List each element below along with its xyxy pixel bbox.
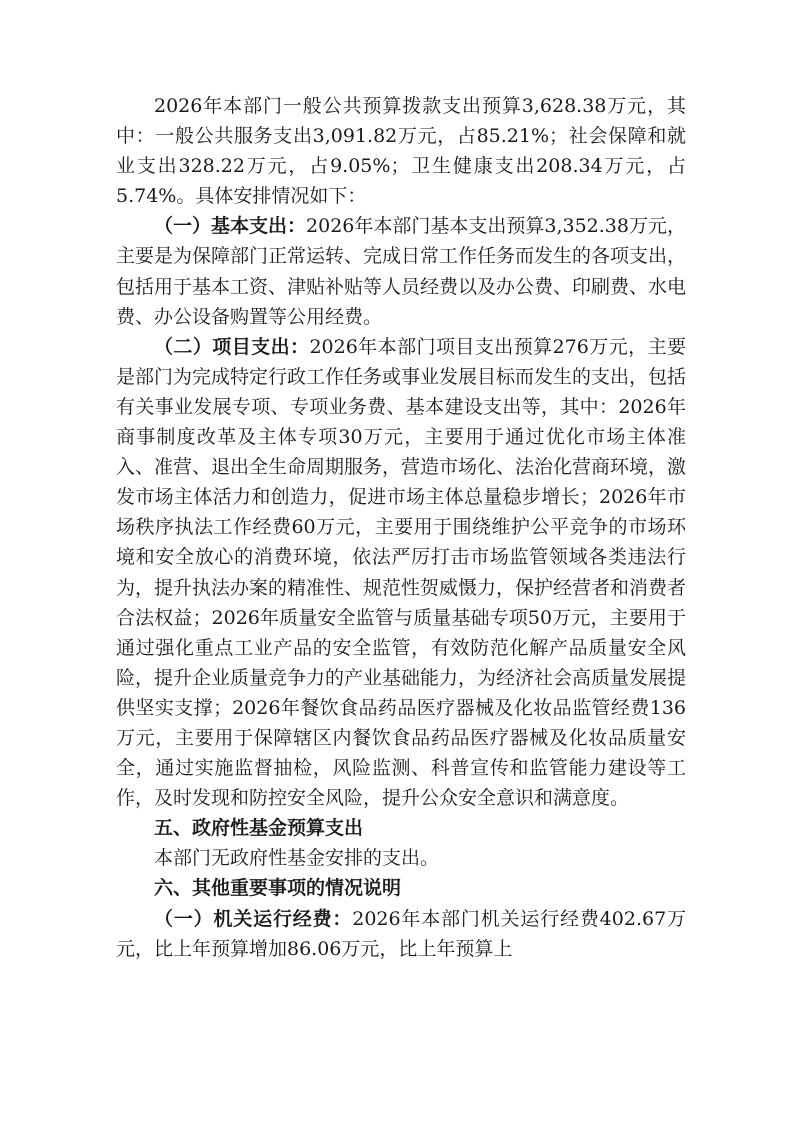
section-5-heading: 五、政府性基金预算支出 — [154, 817, 364, 840]
project-expenditure-lead: （二）项目支出： — [154, 335, 310, 358]
basic-expenditure-paragraph — [116, 211, 686, 331]
budget-summary-paragraph — [116, 91, 686, 211]
project-expenditure-text: 2026年本部门项目支出预算276万元，主要是部门为完成特定行政工作任务或事业发展目标而发生的支出，包括有关事业发展专项、专项业务费、基本建设支出等，其中：2026年商事制度改革及主体专项30万元，主要用于通过优化市场主体准入、准营、退出全生命周期服务，营造市场化、法治化营商环境，激发市场主体活力和创造力，促进市场主体总量稳步增长；2026年市场秩序执法工作经费60万元，主要用于围绕维护公平竞争的市场环境和安全放心的消费环境，依法严厉打击市场监管领域各类违法行为，提升执法办案的精准性、规范性贺威慑力，保护经营者和消费者合法权益；2026年质量安全监管与质量基础专项50万元，主要用于通过强化重点工业产品的安全监管，有效防范化解产品质量安全风险，提升企业质量竞争力的产业基础能力，为经济社会高质量发展提供坚实支撑；2026年餐饮食品药品医疗器械及化妆品监管经费136万元，主要用于保障辖区内餐饮食品药品医疗器械及化妆品质量安全，通过实施监督抽检，风险监测、科普宣传和监管能力建设等工作，及时发现和防控安全风险，提升公众安全意识和满意度。 — [116, 335, 687, 810]
basic-expenditure-text: 2026年本部门基本支出预算3,352.38万元，主要是为保障部门正常运转、完成日常工作任务而发生的各项支出，包括用于基本工资、津贴补贴等人员经费以及办公费、印刷费、水电费、办公设备购置等公用经费。 — [116, 215, 687, 328]
budget-summary-text: 2026年本部门一般公共预算拨款支出预算3,628.38万元，其中：一般公共服务支出3,091.82万元，占85.21%；社会保障和就业支出328.22万元，占9.05%；卫生健康支出208.34万元，占5.74%。具体安排情况如下： — [116, 95, 686, 208]
section-5-text: 本部门无政府性基金安排的支出。 — [154, 847, 440, 870]
operating-expense-lead: （一）机关运行经费： — [154, 907, 353, 930]
operating-expense-text: 2026年本部门机关运行经费402.67万元，比上年预算增加86.06万元，比上年预算上 — [116, 907, 686, 960]
document-page — [116, 91, 686, 964]
project-expenditure-paragraph — [116, 332, 686, 814]
basic-expenditure-lead: （一）基本支出： — [154, 215, 307, 238]
section-6-heading: 六、其他重要事项的情况说明 — [154, 877, 402, 900]
operating-expense-paragraph — [116, 904, 686, 964]
